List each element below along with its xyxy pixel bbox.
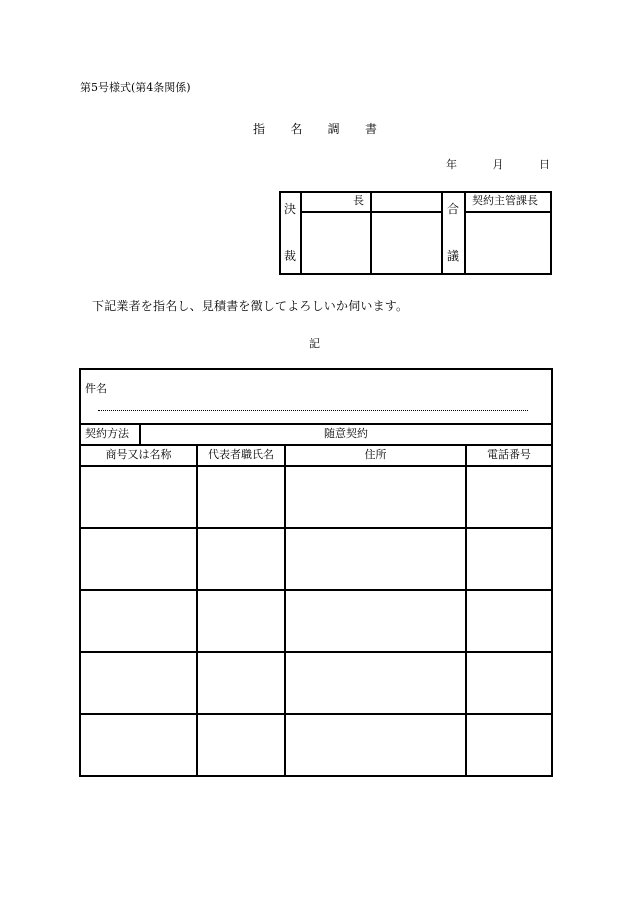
table-cell[interactable] [81,529,196,589]
row-line [79,444,553,446]
subject-input[interactable] [98,392,528,410]
subject-dotted-line [98,410,528,411]
table-cell[interactable] [81,467,196,527]
approval-left-border [279,191,281,275]
form-number: 第5号様式(第4条関係) [80,81,191,94]
approval-stamp-cell[interactable] [372,213,441,273]
month-label: 月 [492,158,504,171]
column-header-phone: 電話番号 [487,448,531,461]
table-cell[interactable] [286,467,465,527]
table-cell[interactable] [198,591,284,651]
record-mark: 記 [309,337,320,350]
approval-divider [441,191,443,275]
table-cell[interactable] [467,529,551,589]
approval-top-border [279,191,552,193]
table-cell[interactable] [467,467,551,527]
table-cell[interactable] [467,653,551,713]
table-cell[interactable] [286,529,465,589]
table-cell[interactable] [286,591,465,651]
table-cell[interactable] [198,529,284,589]
kessai-bottom-label: 裁 [284,249,297,263]
request-text: 下記業者を指名し、見積書を徴してよろしいか伺います。 [92,299,409,313]
table-cell[interactable] [286,715,465,775]
row-line [79,423,553,425]
document-title [253,120,377,137]
year-label: 年 [446,158,457,171]
table-cell[interactable] [81,653,196,713]
table-cell[interactable] [286,653,465,713]
column-header-address: 住所 [364,448,387,461]
approval-right-border [550,191,552,275]
cho-label: 長 [353,194,364,207]
contract-manager-label: 契約主管課長 [472,194,538,207]
title-char: 調 [327,122,340,136]
subject-label: 件名 [85,382,107,395]
table-cell[interactable] [198,715,284,775]
form-bottom-border [79,775,553,777]
column-header-representative: 代表者職氏名 [208,448,274,461]
approval-stamp-cell[interactable] [466,213,550,273]
approval-bottom-border [279,273,552,275]
form-right-border [551,368,553,777]
title-char: 名 [290,122,303,136]
approval-stamp-cell[interactable] [302,213,370,273]
table-cell[interactable] [467,591,551,651]
day-label: 日 [539,158,550,171]
table-cell[interactable] [198,467,284,527]
title-char: 書 [364,122,377,136]
kessai-top-label: 決 [284,202,297,216]
gogi-bottom-label: 議 [447,249,460,263]
date-field[interactable] [446,156,550,172]
form-top-border [79,368,553,370]
title-char: 指 [253,122,266,136]
gogi-top-label: 合 [447,202,460,216]
column-header-company-name: 商号又は名称 [105,448,172,461]
table-cell[interactable] [467,715,551,775]
contract-method-value: 随意契約 [324,427,368,440]
table-cell[interactable] [198,653,284,713]
table-cell[interactable] [81,715,196,775]
table-cell[interactable] [81,591,196,651]
contract-method-label: 契約方法 [85,427,129,440]
